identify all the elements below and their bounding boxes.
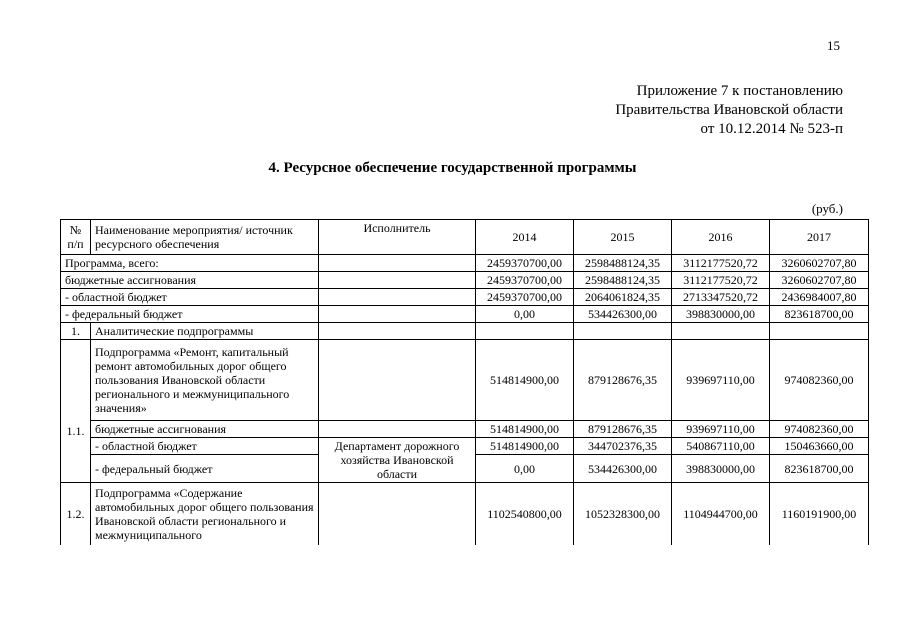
- table-row-program-total: [61, 255, 869, 272]
- row-label: Подпрограмма «Ремонт, капитальный ремонт автомобильных дорог общего пользования Ивановской области регионального и межмуниципального значения»: [91, 340, 319, 421]
- value-2015: 2064061824,35: [574, 289, 672, 306]
- row-executor: [319, 306, 476, 323]
- table-row-program-federal: [61, 306, 869, 323]
- section-title: 4. Ресурсное обеспечение государственной программы: [268, 160, 637, 176]
- row-label: Подпрограмма «Содержание автомобильных дорог общего пользования Ивановской области регионального и межмуниципального: [91, 483, 319, 545]
- value-2017: 150463660,00: [770, 438, 869, 455]
- header-executor: Исполнитель: [319, 220, 476, 255]
- value-2016: 540867110,00: [672, 438, 770, 455]
- value-2014: 1102540800,00: [476, 483, 574, 545]
- value-2015: 2598488124,35: [574, 255, 672, 272]
- row-label: - федеральный бюджет: [91, 455, 319, 483]
- header-2017: 2017: [770, 220, 869, 255]
- value-2016: 398830000,00: [672, 455, 770, 483]
- value-2016: 939697110,00: [672, 421, 770, 438]
- units-label: (руб.): [811, 201, 843, 216]
- row-label: - областной бюджет: [61, 289, 319, 306]
- value-2017: 3260602707,80: [770, 272, 869, 289]
- value-2017: 823618700,00: [770, 306, 869, 323]
- value-2016: 3112177520,72: [672, 255, 770, 272]
- row-label: Аналитические подпрограммы: [91, 323, 319, 340]
- row-num: 1.: [61, 323, 91, 340]
- value-2014: 514814900,00: [476, 421, 574, 438]
- row-label: - федеральный бюджет: [61, 306, 319, 323]
- table-row-section-1: [61, 323, 869, 340]
- table-header-row: [61, 220, 869, 255]
- header-2016: 2016: [672, 220, 770, 255]
- value-2014: 2459370700,00: [476, 255, 574, 272]
- row-executor: [319, 483, 476, 545]
- value-2014: 514814900,00: [476, 438, 574, 455]
- appendix-line-2: Правительства Ивановской области: [615, 102, 843, 118]
- row-executor: [319, 340, 476, 421]
- value-2015: 879128676,35: [574, 340, 672, 421]
- row-num: 1.1.: [61, 340, 91, 483]
- value-2016: 939697110,00: [672, 340, 770, 421]
- row-executor: [319, 289, 476, 306]
- value-2017: 974082360,00: [770, 340, 869, 421]
- value-2015: 344702376,35: [574, 438, 672, 455]
- appendix-line-3: от 10.12.2014 № 523-п: [700, 121, 843, 137]
- appendix-line-1: Приложение 7 к постановлению: [636, 83, 843, 99]
- executor-cell: Департамент дорожного хозяйства Ивановской области: [319, 438, 476, 483]
- row-executor: [319, 255, 476, 272]
- row-executor: [319, 272, 476, 289]
- table-row-subprogram-1-1-budget: [61, 421, 869, 438]
- row-label: бюджетные ассигнования: [61, 272, 319, 289]
- table-row-program-budget: [61, 272, 869, 289]
- value-2014: 514814900,00: [476, 340, 574, 421]
- header-2015: 2015: [574, 220, 672, 255]
- value-2017: 823618700,00: [770, 455, 869, 483]
- page-number: 15: [827, 38, 840, 53]
- row-executor: [319, 421, 476, 438]
- value-2015: 534426300,00: [574, 306, 672, 323]
- resource-table: [60, 219, 869, 545]
- row-label: Программа, всего:: [61, 255, 319, 272]
- value-2016: 3112177520,72: [672, 272, 770, 289]
- value-2017: 2436984007,80: [770, 289, 869, 306]
- value-2014: 0,00: [476, 455, 574, 483]
- value-2017: 1160191900,00: [770, 483, 869, 545]
- value-2016: 2713347520,72: [672, 289, 770, 306]
- table-row-subprogram-1-1-regional: [61, 438, 869, 455]
- header-name: Наименование мероприятия/ источник ресурсного обеспечения: [91, 220, 319, 255]
- value-2017: 974082360,00: [770, 421, 869, 438]
- value-2014: 0,00: [476, 306, 574, 323]
- value-2016: 398830000,00: [672, 306, 770, 323]
- value-2015: 1052328300,00: [574, 483, 672, 545]
- header-num: № п/п: [61, 220, 91, 255]
- appendix-note: [615, 82, 843, 139]
- value-2015: 879128676,35: [574, 421, 672, 438]
- row-num: 1.2.: [61, 483, 91, 545]
- value-2016: 1104944700,00: [672, 483, 770, 545]
- value-2014: 2459370700,00: [476, 272, 574, 289]
- value-2015: 534426300,00: [574, 455, 672, 483]
- value-2017: 3260602707,80: [770, 255, 869, 272]
- row-label: бюджетные ассигнования: [91, 421, 319, 438]
- table-row-subprogram-1-1: [61, 340, 869, 421]
- value-2014: 2459370700,00: [476, 289, 574, 306]
- header-2014: 2014: [476, 220, 574, 255]
- table-row-program-regional: [61, 289, 869, 306]
- value-2015: 2598488124,35: [574, 272, 672, 289]
- row-label: - областной бюджет: [91, 438, 319, 455]
- table-row-subprogram-1-2: [61, 483, 869, 545]
